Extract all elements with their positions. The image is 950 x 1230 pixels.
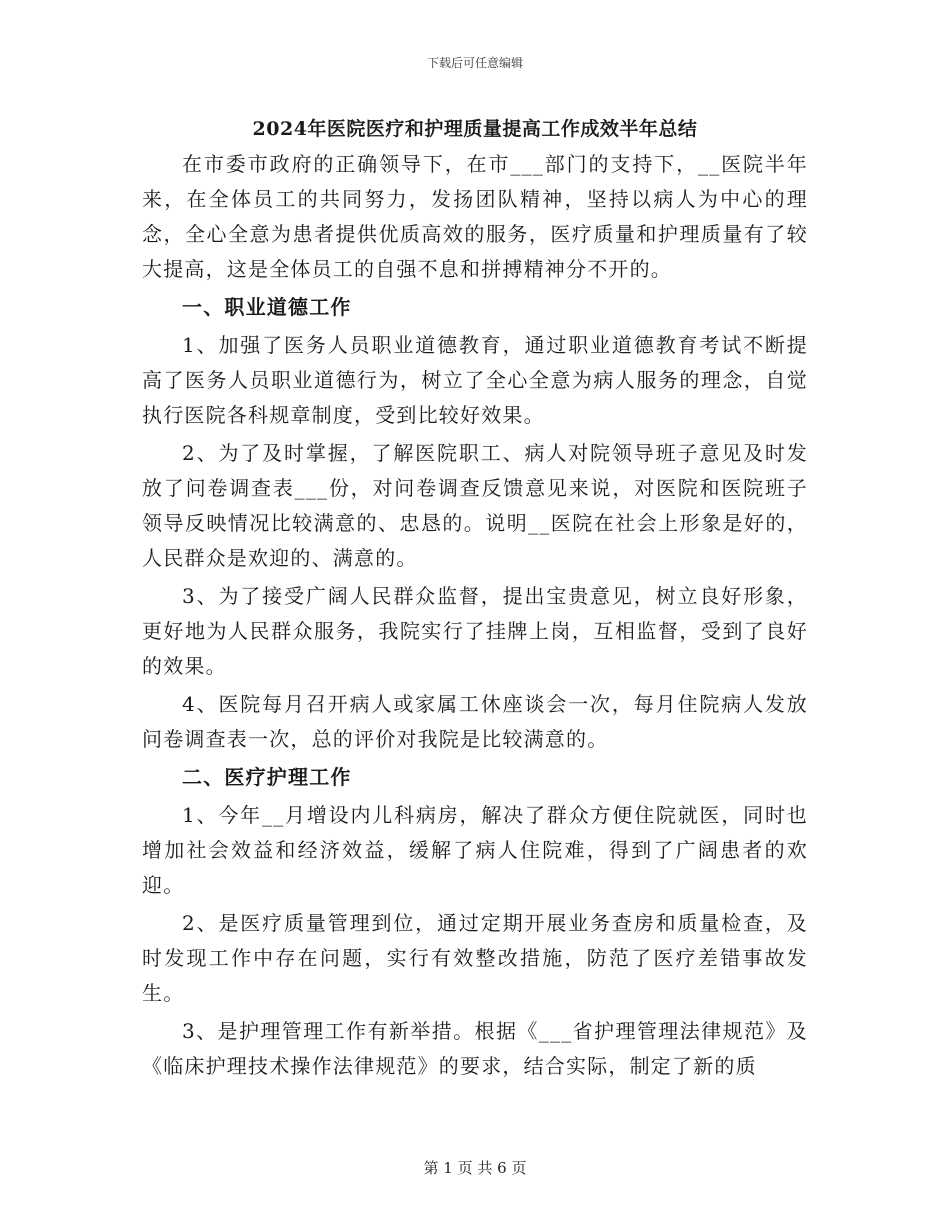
document-title: 2024年医院医疗和护理质量提高工作成效半年总结 bbox=[252, 118, 698, 140]
section-heading-1: 一、职业道德工作 bbox=[182, 295, 352, 319]
header-note: 下载后可任意编辑 bbox=[426, 56, 523, 70]
section-heading-2: 二、医疗护理工作 bbox=[182, 765, 352, 789]
page-number-footer: 第 1 页 共 6 页 bbox=[423, 1159, 527, 1177]
intro-paragraph: 在市委市政府的正确领导下，在市___部门的支持下，__医院半年来，在全体员工的共同努力，发扬团队精神，坚持以病人为中心的理念，全心全意为患者提供优质高效的服务，医疗质量和护理质量有了较大提高，这是全体员工的自强不息和拼搏精神分不开的。 bbox=[142, 152, 808, 281]
section1-item-4: 4、医院每月召开病人或家属工休座谈会一次，每月住院病人发放问卷调查表一次，总的评价对我院是比较满意的。 bbox=[142, 692, 808, 751]
section1-item-2: 2、为了及时掌握，了解医院职工、病人对院领导班子意见及时发放了问卷调查表___份，对问卷调查反馈意见来说，对医院和医院班子领导反映情况比较满意的、忠恳的。说明__医院在社会上形象是好的，人民群众是欢迎的、满意的。 bbox=[142, 441, 808, 570]
section2-item-3: 3、是护理管理工作有新举措。根据《___省护理管理法律规范》及《临床护理技术操作法律规范》的要求，结合实际，制定了新的质 bbox=[142, 1019, 808, 1078]
document-body bbox=[142, 147, 808, 1087]
section1-item-3: 3、为了接受广阔人民群众监督，提出宝贵意见，树立良好形象，更好地为人民群众服务，我院实行了挂牌上岗，互相监督，受到了良好的效果。 bbox=[142, 584, 808, 678]
section2-item-2: 2、是医疗质量管理到位，通过定期开展业务查房和质量检查，及时发现工作中存在问题，实行有效整改措施，防范了医疗差错事故发生。 bbox=[142, 911, 808, 1005]
section1-item-1: 1、加强了医务人员职业道德教育，通过职业道德教育考试不断提高了医务人员职业道德行为，树立了全心全意为病人服务的理念，自觉执行医院各科规章制度，受到比较好效果。 bbox=[142, 333, 808, 427]
section2-item-1: 1、今年__月增设内儿科病房，解决了群众方便住院就医，同时也增加社会效益和经济效益，缓解了病人住院难，得到了广阔患者的欢迎。 bbox=[142, 803, 808, 897]
